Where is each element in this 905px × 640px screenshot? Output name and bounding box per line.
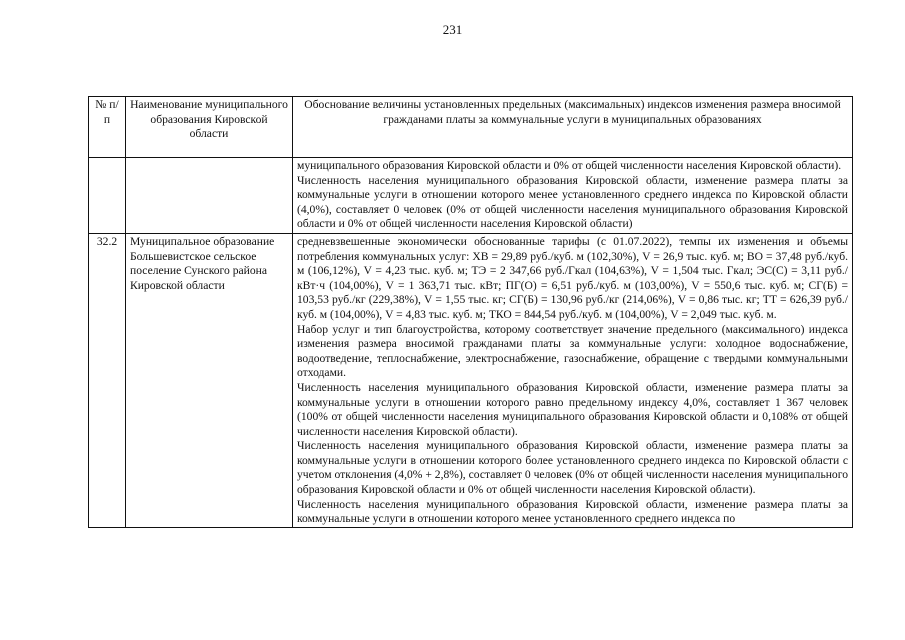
paragraph-tariffs: средневзвешенные экономически обоснованные тарифы (с 01.07.2022), темпы их изменения и объемы потребления коммунальных услуг: ХВ = 29,89 руб./куб. м (102,30%), V = 26,9 тыс. куб. м; ВО = 37,48 руб./куб. м (106,12%), V = 4,23 тыс. куб. м; ТЭ = 2 347,66 руб./Гкал (104,63%), V = 1,504 тыс. Гкал; ЭС(С) = 3,11 руб./кВт·ч (104,00%), V = 1 363,71 тыс. кВт; ПГ(О) = 6,51 руб./куб. м (103,00%), V = 550,6 тыс. куб. м; СГ(Б) = 103,53 руб./кг (229,38%), V = 1,55 тыс. кг; СГ(Б) = 130,96 руб./кг (214,06%), V = 0,86 тыс. кг; ТТ = 626,39 руб./куб. м (104,00%), V = 4,83 тыс. куб. м; ТКО = 844,54 руб./куб. м (104,00%), V = 2,049 тыс. куб. м. bbox=[297, 234, 848, 321]
row-justification-cell bbox=[293, 233, 853, 527]
paragraph-above-index: Численность населения муниципального образования Кировской области, изменение размера платы за коммунальные услуги в отношении которого более установленного среднего индекса по Кировской области с учетом отклонения (4,0% + 2,8%), составляет 0 человек (0% от общей численности населения муниципального образования Кировской области и 0% от общей численности населения Кировской области). bbox=[297, 439, 848, 497]
municipality-name: Муниципальное образование Большевистское сельское поселение Сунского района Кировской области bbox=[126, 233, 293, 527]
header-justification: Обоснование величины установленных предельных (максимальных) индексов изменения размера вносимой гражданами платы за коммунальные услуги в муниципальных образованиях bbox=[293, 97, 853, 158]
continuation-justification-cell bbox=[293, 158, 853, 234]
continuation-number-cell bbox=[89, 158, 126, 234]
row-number: 32.2 bbox=[89, 233, 126, 527]
paragraph-below-index: Численность населения муниципального образования Кировской области, изменение размера платы за коммунальные услуги в отношении которого менее установленного среднего индекса по bbox=[297, 497, 848, 526]
indices-table bbox=[88, 96, 853, 528]
paragraph: Численность населения муниципального образования Кировской области, изменение размера платы за коммунальные услуги в отношении которого менее установленного среднего индекса по Кировской области (4,0%), составляет 0 человек (0% от общей численности населения муниципального образования Кировской области и 0% от общей численности населения Кировской области) bbox=[297, 173, 848, 231]
paragraph: муниципального образования Кировской области и 0% от общей численности населения Кировской области). bbox=[297, 159, 842, 172]
header-number: № п/п bbox=[89, 97, 126, 158]
table-row-32-2 bbox=[89, 233, 853, 527]
table-header-row bbox=[89, 97, 853, 158]
page-number: 231 bbox=[442, 22, 463, 37]
table-row-continuation bbox=[89, 158, 853, 234]
paragraph-services: Набор услуг и тип благоустройства, которому соответствует значение предельного (максимального) индекса изменения размера вносимой гражданами платы за коммунальные услуги: холодное водоснабжение, водоотведение, теплоснабжение, электроснабжение, газоснабжение, обращение с твердыми коммунальными отходами. bbox=[297, 322, 848, 380]
continuation-name-cell bbox=[126, 158, 293, 234]
paragraph-equal-index: Численность населения муниципального образования Кировской области, изменение размера платы за коммунальные услуги в отношении которого равно предельному индексу 4,0%, составляет 1 367 человек (100% от общей численности населения муниципального образования Кировской области и 0,108% от общей численности населения Кировской области). bbox=[297, 380, 848, 438]
header-municipality: Наименование муниципального образования Кировской области bbox=[126, 97, 293, 158]
